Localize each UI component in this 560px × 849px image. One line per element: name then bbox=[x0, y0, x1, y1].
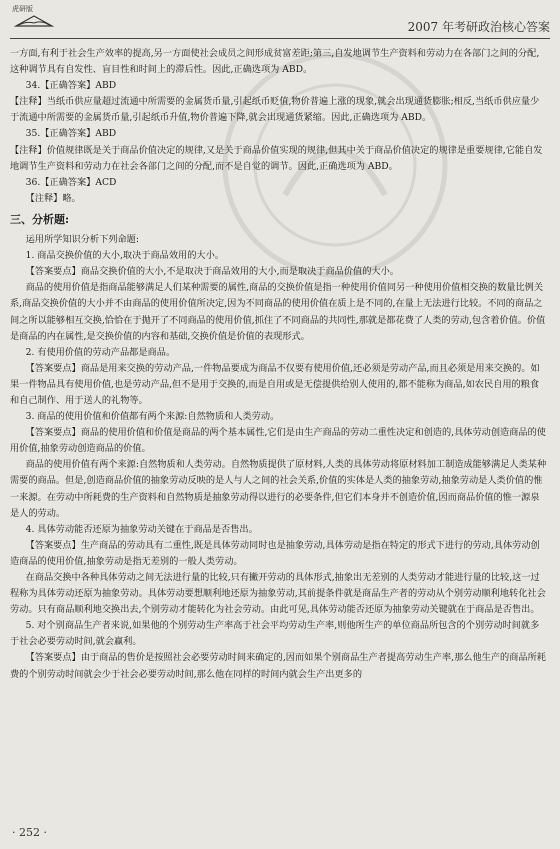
question: 3. 商品的使用价值和价值都有两个来源:自然物质和人类劳动。 bbox=[25, 411, 280, 423]
page-number: · 252 · bbox=[12, 826, 47, 839]
paragraph: 一方面,有利于社会生产效率的提高,另一方面使社会成员之间形成贫富差距;第三,自发地调节生产资料和劳动力在各部门之间的分配,这种调节具有自发性、盲目性和时间上的滞后性。因此,正确选项为 ABD。 bbox=[10, 48, 540, 76]
page-content bbox=[10, 46, 548, 683]
section-heading: 三、分析题: bbox=[10, 212, 70, 226]
question: 1. 商品交换价值的大小,取决于商品效用的大小。 bbox=[25, 250, 224, 262]
answer-key-points: 【答案要点】商品的使用价值和价值是商品的两个基本属性,它们是由生产商品的劳动二重性决定和创造的,具体劳动创造商品的使用价值,抽象劳动创造商品的价值。 bbox=[10, 427, 546, 455]
explanation-paragraph: 在商品交换中各种具体劳动之间无法进行量的比较,只有撇开劳动的具体形式,抽象出无差别的人类劳动才能进行量的比较,这一过程称为具体劳动还原为抽象劳动。具体劳动要想顺利地还原为抽象劳动,其前提条件就是商品生产者的劳动从个别劳动顺利地转化社会劳动。只有商品顺利地交换出去,个别劳动才能转化为社会劳动。由此可见,具体劳动能否还原为抽象劳动关键就在于商品是否售出。 bbox=[10, 572, 546, 616]
answer-heading: 36.【正确答案】ACD bbox=[25, 176, 117, 188]
instruction: 运用所学知识分析下列命题: bbox=[25, 234, 139, 246]
answer-key-points: 【答案要点】生产商品的劳动具有二重性,既是具体劳动同时也是抽象劳动,具体劳动是指在特定的形式下进行的劳动,具体劳动创造商品的使用价值,抽象劳动是指无差别的一般人类劳动。 bbox=[10, 539, 540, 567]
answer-key-points: 【答案要点】商品交换价值的大小,不是取决于商品效用的大小,而是取决于商品价值的大小。 bbox=[25, 266, 399, 278]
note-paragraph: 【注释】略。 bbox=[25, 192, 81, 204]
explanation-paragraph: 商品的使用价值有两个来源:自然物质和人类劳动。自然物质提供了原材料,人类的具体劳动将原材料加工制造成能够满足人类某种需要的商品。但是,创造商品价值的抽象劳动反映的是人与人之间的社会关系,价值的实体是人类的抽象劳动,抽象劳动是人类价值的惟一来源。在劳动中所耗费的生产资料和自然物质是抽象劳动得以进行的必要条件,但它们本身并不创造价值,因而商品价值的惟一源泉是人的劳动。 bbox=[10, 459, 547, 519]
logo-text: 虎研版 bbox=[12, 5, 33, 13]
question: 2. 有使用价值的劳动产品都是商品。 bbox=[25, 346, 176, 358]
answer-key-points: 【答案要点】商品是用来交换的劳动产品,一件物品要成为商品不仅要有使用价值,还必须是劳动产品,而且必须是用来交换的。如果一件物品具有使用价值,也是劳动产品,但不是用于交换的,而是自用或是无偿提供给别人使用的,都不能称为商品,如农民自用的粮食和自己制作、用于送人的礼物等。 bbox=[10, 362, 540, 406]
header-title: 2007 年考研政治核心答案 bbox=[407, 20, 550, 34]
answer-key-points: 【答案要点】由于商品的售价是按照社会必要劳动时间来确定的,因而如果个别商品生产者提高劳动生产率,那么他生产的商品所耗费的个别劳动时间就会少于社会必要劳动时间,那么他在同样的时间内就会生产出更多的 bbox=[10, 652, 546, 680]
page-header bbox=[0, 0, 560, 42]
header-rule bbox=[10, 38, 550, 39]
note-paragraph: 【注释】价值规律既是关于商品价值决定的规律,又是关于商品价值实现的规律,但其中关于商品价值决定的规律是重要规律,它能自发地调节生产资料和劳动力在社会各部门之间的分配,而不是自觉的调节。因此,正确选项为 ABD。 bbox=[10, 144, 543, 172]
explanation-paragraph: 商品的使用价值是指商品能够满足人们某种需要的属性,商品的交换价值是指一种使用价值同另一种使用价值相交换的数量比例关系,商品交换价值的大小并不由商品的使用价值所决定,因为不同商品的使用价值在质上是不同的,在量上无法进行比较。不同的商品之间之所以能够相互交换,恰恰在于抛开了不同商品的使用价值,抓住了不同商品的共同性,那就是都花费了人类的劳动,包含着价值。价值是商品的内在属性,是交换价值的内容和基础,交换价值是价值的表现形式。 bbox=[10, 282, 546, 342]
answer-heading: 35.【正确答案】ABD bbox=[25, 128, 117, 140]
question: 4. 具体劳动能否还原为抽象劳动关键在于商品是否售出。 bbox=[25, 523, 258, 535]
publisher-logo bbox=[12, 4, 56, 30]
note-paragraph: 【注释】当纸币供应量超过流通中所需要的金属货币量,引起纸币贬值,物价普遍上涨的现象,就会出现通货膨胀;相反,当纸币供应量少于流通中所需要的金属货币量,引起纸币升值,物价普遍下降,就会出现通货紧缩。因此,正确选项为 ABD。 bbox=[10, 96, 540, 124]
question: 5. 对个别商品生产者来说,如果他的个别劳动生产率高于社会平均劳动生产率,则他所生产的单位商品所包含的个别劳动时间就多于社会必要劳动时间,就会赢利。 bbox=[10, 620, 540, 648]
answer-heading: 34.【正确答案】ABD bbox=[25, 80, 117, 92]
